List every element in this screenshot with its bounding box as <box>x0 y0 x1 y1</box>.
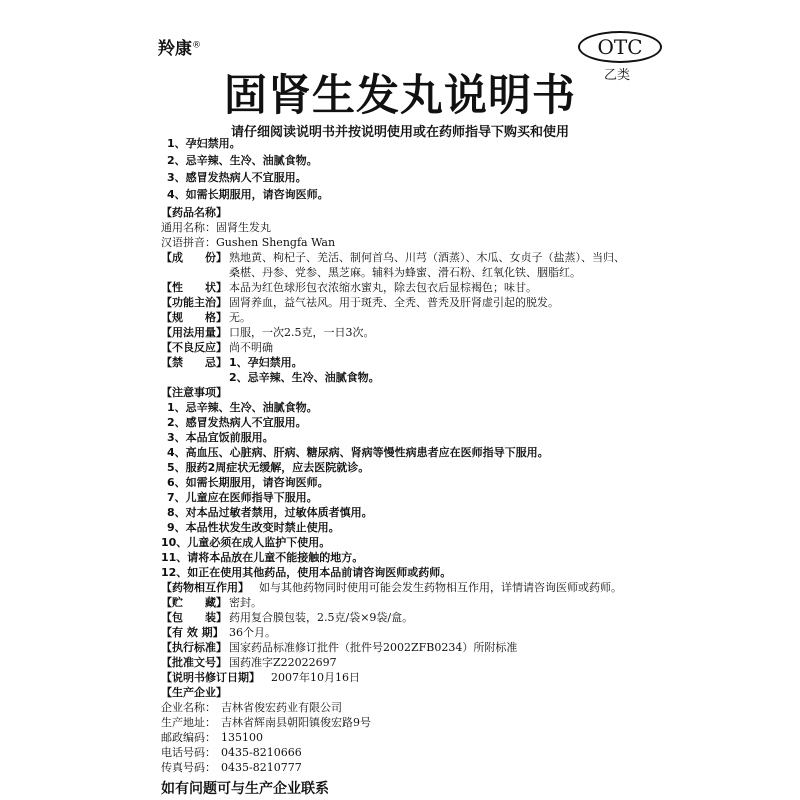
package-row <box>161 610 413 625</box>
warning-2: 2、忌辛辣、生冷、油腻食物。 <box>167 154 318 167</box>
generic-name-value: 固肾生发丸 <box>216 221 271 234</box>
postcode-label: 邮政编码： <box>161 731 216 744</box>
interaction-value: 如与其他药物同时使用可能会发生药物相互作用，详情请咨询医师或药师。 <box>259 581 622 594</box>
section-precautions: 【注意事项】 <box>161 386 227 399</box>
address-label: 生产地址： <box>161 716 216 729</box>
dosage-label: 【用法用量】 <box>161 326 227 339</box>
precaution-3: 3、本品宜饭前服用。 <box>167 431 274 444</box>
package-label: 【包 装】 <box>161 611 227 624</box>
revision-label: 【说明书修订日期】 <box>161 671 260 684</box>
warning-3: 3、感冒发热病人不宜服用。 <box>167 171 307 184</box>
contraindication-label: 【禁 忌】 <box>161 356 227 369</box>
address-value: 吉林省辉南县朝阳镇俊宏路9号 <box>221 716 371 729</box>
warning-1: 1、孕妇禁用。 <box>167 137 241 150</box>
composition-line-1: 熟地黄、枸杞子、羌活、制何首乌、川芎（酒蒸）、木瓜、女贞子（盐蒸）、当归、 <box>229 251 625 264</box>
postcode-row <box>161 730 263 745</box>
postcode-value: 135100 <box>221 731 263 744</box>
registered-mark: ® <box>192 40 201 51</box>
section-manufacturer: 【生产企业】 <box>161 686 227 699</box>
character-row <box>161 280 537 295</box>
precaution-12: 12、如正在使用其他药品，使用本品前请咨询医师或药师。 <box>161 566 452 579</box>
adverse-label: 【不良反应】 <box>161 341 227 354</box>
interaction-row <box>161 580 622 595</box>
fax-row <box>161 760 302 775</box>
precaution-4: 4、高血压、心脏病、肝病、糖尿病、肾病等慢性病患者应在医师指导下服用。 <box>167 446 549 459</box>
approval-label: 【批准文号】 <box>161 656 227 669</box>
phone-label: 电话号码： <box>161 746 216 759</box>
indication-row <box>161 295 559 310</box>
generic-name-label: 通用名称： <box>161 221 216 234</box>
indication-value: 固肾养血，益气祛风。用于斑秃、全秃、普秃及肝肾虚引起的脱发。 <box>229 296 559 309</box>
interaction-label: 【药物相互作用】 <box>161 581 249 594</box>
generic-name-row <box>161 220 271 235</box>
precaution-6: 6、如需长期服用，请咨询医师。 <box>167 476 329 489</box>
otc-badge: OTC <box>578 31 662 63</box>
contraindication-item-1: 1、孕妇禁用。 <box>229 356 303 369</box>
specification-value: 无。 <box>229 311 251 324</box>
footer-contact-note: 如有问题可与生产企业联系 <box>161 781 329 797</box>
character-label: 【性 状】 <box>161 281 227 294</box>
precaution-10: 10、儿童必须在成人监护下使用。 <box>161 536 331 549</box>
precaution-9: 9、本品性状发生改变时禁止使用。 <box>167 521 340 534</box>
approval-row <box>161 655 337 670</box>
pinyin-row <box>161 235 335 250</box>
composition-line-2: 桑椹、丹参、党参、黑芝麻。辅料为蜂蜜、滑石粉、红氧化铁、胭脂红。 <box>229 266 581 279</box>
otc-class: 乙类 <box>604 68 631 83</box>
adverse-row <box>161 340 273 355</box>
section-drug-name: 【药品名称】 <box>161 206 227 219</box>
fax-label: 传真号码： <box>161 761 216 774</box>
precaution-2: 2、感冒发热病人不宜服用。 <box>167 416 307 429</box>
contraindication-row <box>161 355 303 370</box>
precaution-1: 1、忌辛辣、生冷、油腻食物。 <box>167 401 318 414</box>
phone-row <box>161 745 302 760</box>
specification-label: 【规 格】 <box>161 311 227 324</box>
pinyin-label: 汉语拼音： <box>161 236 216 249</box>
precaution-7: 7、儿童应在医师指导下服用。 <box>167 491 318 504</box>
dosage-value: 口服，一次2.5克，一日3次。 <box>229 326 375 339</box>
indication-label: 【功能主治】 <box>161 296 227 309</box>
warning-4: 4、如需长期服用，请咨询医师。 <box>167 188 329 201</box>
fax-value: 0435-8210777 <box>221 761 302 774</box>
address-row <box>161 715 371 730</box>
document-title: 固肾生发丸说明书 <box>224 71 576 121</box>
composition-label: 【成 份】 <box>161 251 227 264</box>
standard-label: 【执行标准】 <box>161 641 227 654</box>
precaution-8: 8、对本品过敏者禁用，过敏体质者慎用。 <box>167 506 373 519</box>
storage-row <box>161 595 262 610</box>
precaution-5: 5、服药2周症状无缓解，应去医院就诊。 <box>167 461 370 474</box>
standard-row <box>161 640 517 655</box>
validity-row <box>161 625 276 640</box>
adverse-value: 尚不明确 <box>229 341 273 354</box>
brand-logo <box>158 34 201 59</box>
validity-value: 36个月。 <box>229 626 276 639</box>
document-subtitle: 请仔细阅读说明书并按说明使用或在药师指导下购买和使用 <box>230 125 569 140</box>
standard-value: 国家药品标准修订批件（批件号2002ZFB0234）所附标准 <box>229 641 518 654</box>
company-name-row <box>161 700 342 715</box>
specification-row <box>161 310 251 325</box>
company-name-value: 吉林省俊宏药业有限公司 <box>221 701 342 714</box>
package-value: 药用复合膜包装，2.5克/袋×9袋/盒。 <box>229 611 414 624</box>
storage-label: 【贮 藏】 <box>161 596 227 609</box>
revision-value: 2007年10月16日 <box>271 671 360 684</box>
validity-label: 【有 效 期】 <box>161 626 224 639</box>
company-name-label: 企业名称： <box>161 701 216 714</box>
phone-value: 0435-8210666 <box>221 746 302 759</box>
pinyin-value: Gushen Shengfa Wan <box>216 236 336 249</box>
dosage-row <box>161 325 375 340</box>
revision-row <box>161 670 360 685</box>
precaution-11: 11、请将本品放在儿童不能接触的地方。 <box>161 551 364 564</box>
brand-name: 羚康 <box>158 39 192 59</box>
character-value: 本品为红色球形包衣浓缩水蜜丸，除去包衣后显棕褐色；味甘。 <box>229 281 537 294</box>
composition-row <box>161 250 625 265</box>
approval-value: 国药准字Z22022697 <box>229 656 337 669</box>
storage-value: 密封。 <box>229 596 262 609</box>
contraindication-item-2: 2、忌辛辣、生冷、油腻食物。 <box>229 371 380 384</box>
